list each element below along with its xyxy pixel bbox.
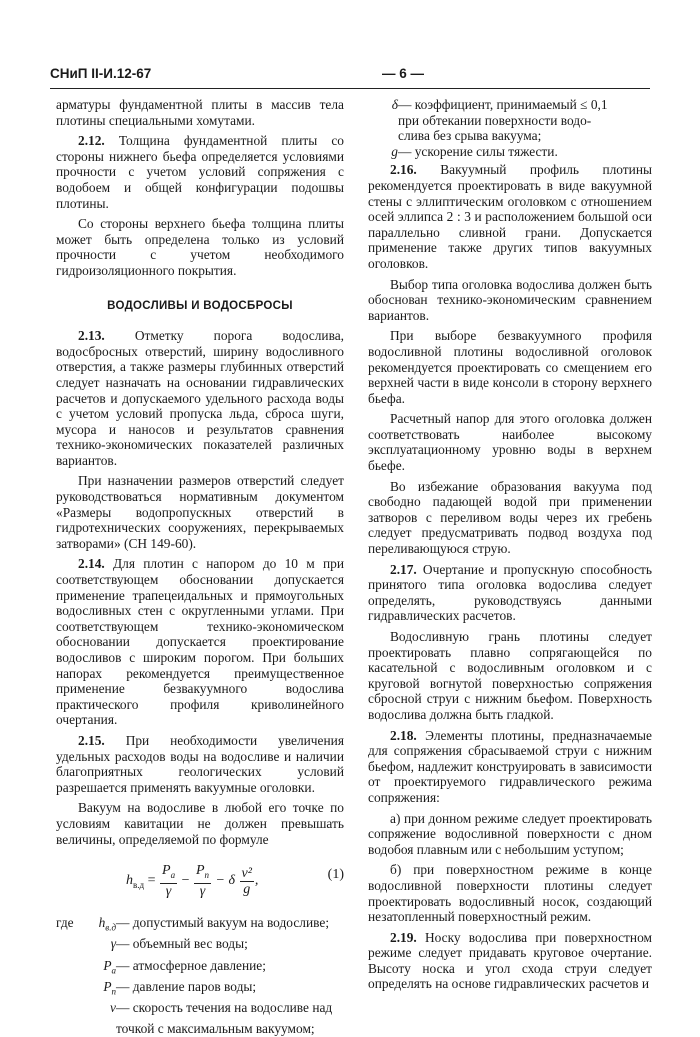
clause-number: 2.17.: [390, 561, 417, 577]
clause-number: 2.18.: [390, 727, 417, 743]
paragraph-2-16: [368, 162, 652, 271]
formula-body: $h_{в.д}$ = $\frac{P_a}{\gamma}$ − $\frac{P_п}{\gamma}$ − δ $\frac{\text{v²}}{g}$ ,: [126, 863, 259, 899]
clause-number: 2.13.: [78, 328, 105, 344]
clause-text: Элементы плотины, предназначаемые для сопряжения сбрасываемой струи с нижним бьефом, надлежит конструировать в зависимости от проектируемого гидравлического режима сопряжения:: [368, 727, 652, 805]
page-number: — 6 —: [382, 66, 425, 81]
clause-text: При необходимости увеличения удельных расходов воды на водосливе и наличии благоприятных геологических условий разрешается применять вакуумные оголовки.: [56, 732, 344, 795]
paragraph: арматуры фундаментной плиты в массив тела плотины специальными хомутами.: [56, 97, 344, 128]
paragraph: б) при поверхностном режиме в конце водосливной поверхности плотины следует проектировать водосливный носок, создающий незатопленный поверхностный режим.: [368, 862, 652, 925]
legend-row: δ — коэффициент, принимаемый ≤ 0,1: [391, 97, 608, 112]
paragraph-2-15: [56, 733, 344, 795]
right-column: [368, 97, 652, 997]
legend-row: γ — объемный вес воды;: [110, 936, 248, 952]
paragraph-2-17: [368, 562, 652, 624]
paragraph-2-13: [56, 328, 344, 468]
fraction: $\frac{P_п}{\gamma}$: [195, 863, 210, 899]
paragraph: При назначении размеров отверстий следует руководствоваться нормативным документом «Размеры водопропускных отверстий в гидротехнических сооружениях, перекрываемых затворами» (СН 149-60).: [56, 473, 344, 551]
clause-number: 2.15.: [78, 732, 105, 748]
paragraph: а) при донном режиме следует проектировать сопряжение водосливной поверхности с дном водобоя плавным или с небольшим уступом;: [368, 810, 652, 857]
paragraph: Со стороны верхнего бьефа толщина плиты может быть определена только из условий прочности с учетом необходимого гидроизоляционного покрытия.: [56, 216, 344, 278]
fraction: $\frac{P_a}{\gamma}$: [162, 863, 176, 899]
header-rule: [50, 88, 650, 89]
formula-1: [56, 853, 344, 905]
paragraph-2-18: [368, 728, 652, 806]
paragraph: Водосливную грань плотины следует проектировать плавно сопрягающейся по касательной с водосливным оголовком и с круговой вогнутой поверхностью сопряжения сбросной струи с нижним бьефом. Поверхность водослива должна быть гладкой.: [368, 629, 652, 722]
document-code: СНиП II-И.12-67: [50, 66, 152, 81]
clause-number: 2.12.: [78, 133, 105, 149]
paragraph: Выбор типа оголовка водослива должен быть обоснован технико-экономическим сравнением вариантов.: [368, 276, 652, 323]
legend-row: $P_п$ — давление паров воды;: [103, 978, 257, 997]
clause-text: Толщина фундаментной плиты со стороны нижнего бьефа определяется условиями прочности с учетом условий сопряжения с водобоем и общей конфигурации подошвы плотины.: [56, 133, 344, 211]
legend-row: где $h_{в.д}$ — допустимый вакуум на водосливе;: [56, 915, 330, 933]
legend-row: $P_а$ — атмосферное давление;: [103, 957, 266, 976]
paragraph: Расчетный напор для этого оголовка должен соответствовать наиболее высокому эксплуатационному уровню воды в верхнем бьефе.: [368, 411, 652, 474]
clause-text: Носку водослива при поверхностном режиме следует придавать круговое очертание. Высоту носка и угол схода струи следует определять на основе гидравлических расчетов и: [368, 929, 652, 992]
legend-continuation: слива без срыва вакуума;: [398, 128, 542, 144]
formula-number: (1): [327, 867, 344, 883]
formula-legend: [56, 915, 344, 1037]
paragraph-2-19: [368, 930, 652, 992]
paragraph: При выборе безвакуумного профиля водосливной плотины водосливной оголовок рекомендуется проектировать со смещением его верхней части в виде консоли в сторону верхнего бьефа.: [368, 328, 652, 406]
left-column: [56, 97, 344, 1037]
paragraph: Вакуум на водосливе в любой его точке по условиям кавитации не должен превышать величины, определяемой по формуле: [56, 800, 344, 847]
clause-number: 2.19.: [390, 929, 417, 945]
fraction: $\frac{\text{v²}}{g}$: [241, 865, 252, 897]
clause-number: 2.14.: [78, 556, 105, 572]
clause-text: Отметку порога водослива, водосбросных отверстий, ширину водосливного отверстия, а также размеры глубинных отверстий следует назначать на основании гидравлических расчетов и допускаемого удельного расхода воды с учетом условий пропуска льда, сброса шуги, мусора и наносов и результатов сравнения технико-экономических показателей различных вариантов.: [56, 328, 344, 468]
legend-continuation: точкой с максимальным вакуумом;: [116, 1021, 315, 1037]
paragraph: Во избежание образования вакуума под свободно падающей водой при применении затворов с переливом воды через их гребень следует предусматривать подвод воздуха под переливающуюся струю.: [368, 478, 652, 557]
paragraph-2-12: [56, 133, 344, 211]
clause-number: 2.16.: [390, 162, 417, 178]
paragraph-2-14: [56, 556, 344, 728]
legend-continuation: при обтекании поверхности водо-: [398, 112, 592, 128]
clause-text: Вакуумный профиль плотины рекомендуется проектировать в виде вакуумной стены с эллиптическим оголовком с отношением осей эллипса 2 : 3 и расположением большой оси параллельно сливной грани. Допускается применение также других типов вакуумных оголовков.: [368, 162, 652, 271]
legend-row: g — ускорение силы тяжести.: [391, 143, 558, 159]
section-heading: ВОДОСЛИВЫ И ВОДОСБРОСЫ: [107, 299, 293, 312]
page-header: [50, 66, 650, 86]
clause-text: Для плотин с напором до 10 м при соответствующем обосновании допускается применение трапецеидальных и прямоугольных водосливных стен с округленными углами. При соответствующем технико-экономическом обосновании допускается проектирование водосливов с широким порогом. При больших напорах рекомендуется преимущественное применение безвакуумного водослива практического профиля криволинейного очертания.: [56, 556, 344, 728]
clause-text: Очертание и пропускную способность принятого типа оголовка водослива следует определять, руководствуясь данными гидравлических расчетов.: [368, 561, 652, 624]
legend-row: v — скорость течения на водосливе над: [110, 1000, 333, 1016]
